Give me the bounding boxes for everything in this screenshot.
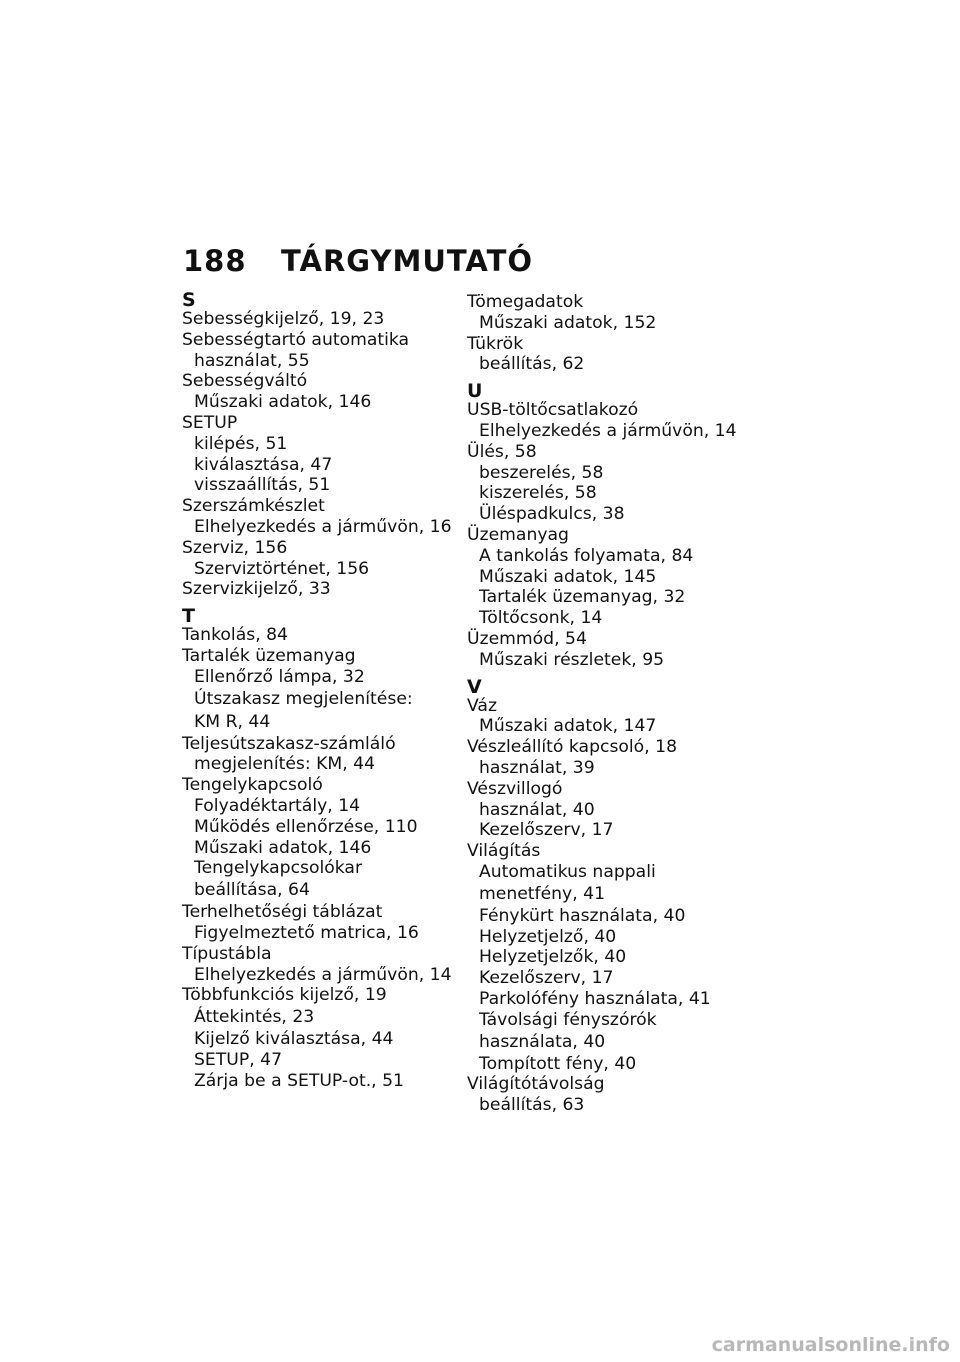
index-entry: Váz [467,695,497,716]
index-subentry: megjelenítés: KM, 44 [194,754,376,775]
index-subentry: Zárja be a SETUP-ot., 51 [194,1070,404,1091]
index-entry: Szerszámkészlet [182,496,325,517]
index-subentry: Folyadéktartály, 14 [194,795,361,816]
index-subentry: Töltőcsonk, 14 [479,608,603,629]
index-subentry: beállítása, 64 [194,880,310,901]
page-number: 188 [183,244,247,278]
page-header [183,244,533,278]
index-subentry: használat, 40 [479,799,595,820]
index-subentry: Helyzetjelző, 40 [479,926,617,947]
index-subentry: kiválasztása, 47 [194,454,333,475]
index-column-left [182,289,472,1092]
index-entry: Világítótávolság [467,1074,605,1095]
index-subentry: Fénykürt használata, 40 [479,905,686,926]
index-subentry: Útszakasz megjelenítése: [194,688,413,709]
index-letter-heading: T [182,605,195,628]
index-subentry: Szerviztörténet, 156 [194,558,370,579]
index-subentry: Műszaki adatok, 146 [194,392,372,413]
index-entry: Szerviz, 156 [182,537,288,558]
index-subentry: Parkolófény használata, 41 [479,988,711,1009]
index-subentry: Helyzetjelzők, 40 [479,947,627,968]
index-entry: Tengelykapcsoló [182,775,323,796]
index-subentry: A tankolás folyamata, 84 [479,545,694,566]
index-entry: Tömegadatok [467,292,584,312]
index-subentry: beállítás, 63 [479,1095,585,1116]
index-entry: Tartalék üzemanyag [182,645,356,666]
index-entry: Típustábla [182,943,272,964]
index-entry: Világítás [467,841,541,862]
index-subentry: SETUP, 47 [194,1049,283,1070]
index-subentry: beszerelés, 58 [479,462,604,483]
index-subentry: Működés ellenőrzése, 110 [194,816,418,837]
index-subentry: Figyelmeztető matrica, 16 [194,922,419,943]
index-subentry: Kijelző kiválasztása, 44 [194,1029,394,1050]
index-entry: Sebességkijelző, 19, 23 [182,309,385,329]
index-entry: Tankolás, 84 [182,625,288,646]
index-subentry: Áttekintés, 23 [194,1007,315,1028]
index-subentry: Távolsági fényszórók [479,1009,657,1030]
index-entry: Többfunkciós kijelző, 19 [182,985,387,1006]
index-subentry: Elhelyezkedés a járművön, 16 [194,516,452,537]
index-subentry: Kezelőszerv, 17 [479,968,614,989]
index-subentry: Műszaki adatok, 147 [479,716,657,737]
index-subentry: Műszaki részletek, 95 [479,649,665,670]
index-column-right [467,292,757,1116]
index-subentry: KM R, 44 [194,711,271,732]
index-subentry: menetfény, 41 [479,883,606,904]
index-subentry: Tartalék üzemanyag, 32 [479,587,686,608]
index-entry: SETUP [182,412,238,433]
index-subentry: használata, 40 [479,1031,606,1052]
index-entry: Tükrök [467,333,524,354]
index-entry: USB-töltőcsatlakozó [467,400,639,421]
index-letter-heading: V [467,675,482,698]
index-subentry: visszaállítás, 51 [194,475,331,496]
index-entry: Üzemmód, 54 [467,628,587,649]
watermark: carmanualsonline.info [711,1334,950,1356]
index-subentry: Ellenőrző lámpa, 32 [194,666,365,687]
index-subentry: Tompított fény, 40 [479,1053,637,1074]
index-letter-heading: S [182,289,196,311]
index-entry: Teljesútszakasz-számláló [182,733,396,754]
index-entry: Sebességtartó automatika [182,329,410,350]
index-subentry: kiszerelés, 58 [479,483,597,504]
page-title: TÁRGYMUTATÓ [281,244,534,278]
index-subentry: használat, 39 [479,757,595,778]
index-subentry: kilépés, 51 [194,433,288,454]
index-subentry: Tengelykapcsolókar [194,858,363,879]
index-entry: Sebességváltó [182,371,308,392]
index-subentry: Elhelyezkedés a járművön, 14 [479,420,737,441]
index-entry: Vészleállító kapcsoló, 18 [467,737,678,758]
index-entry: Ülés, 58 [467,441,537,462]
index-subentry: Műszaki adatok, 152 [479,312,657,333]
index-letter-heading: U [467,380,483,403]
index-entry: Szervizkijelző, 33 [182,579,331,600]
index-entry: Üzemanyag [467,524,569,545]
index-subentry: használat, 55 [194,350,310,371]
index-subentry: Műszaki adatok, 146 [194,837,372,858]
index-subentry: Üléspadkulcs, 38 [479,504,625,525]
index-subentry: Elhelyezkedés a járművön, 14 [194,964,452,985]
index-entry: Terhelhetőségi táblázat [182,902,383,923]
index-subentry: Automatikus nappali [479,861,656,882]
index-subentry: Műszaki adatok, 145 [479,566,657,587]
index-entry: Vészvillogó [467,778,563,799]
index-subentry: Kezelőszerv, 17 [479,820,614,841]
index-subentry: beállítás, 62 [479,354,585,375]
